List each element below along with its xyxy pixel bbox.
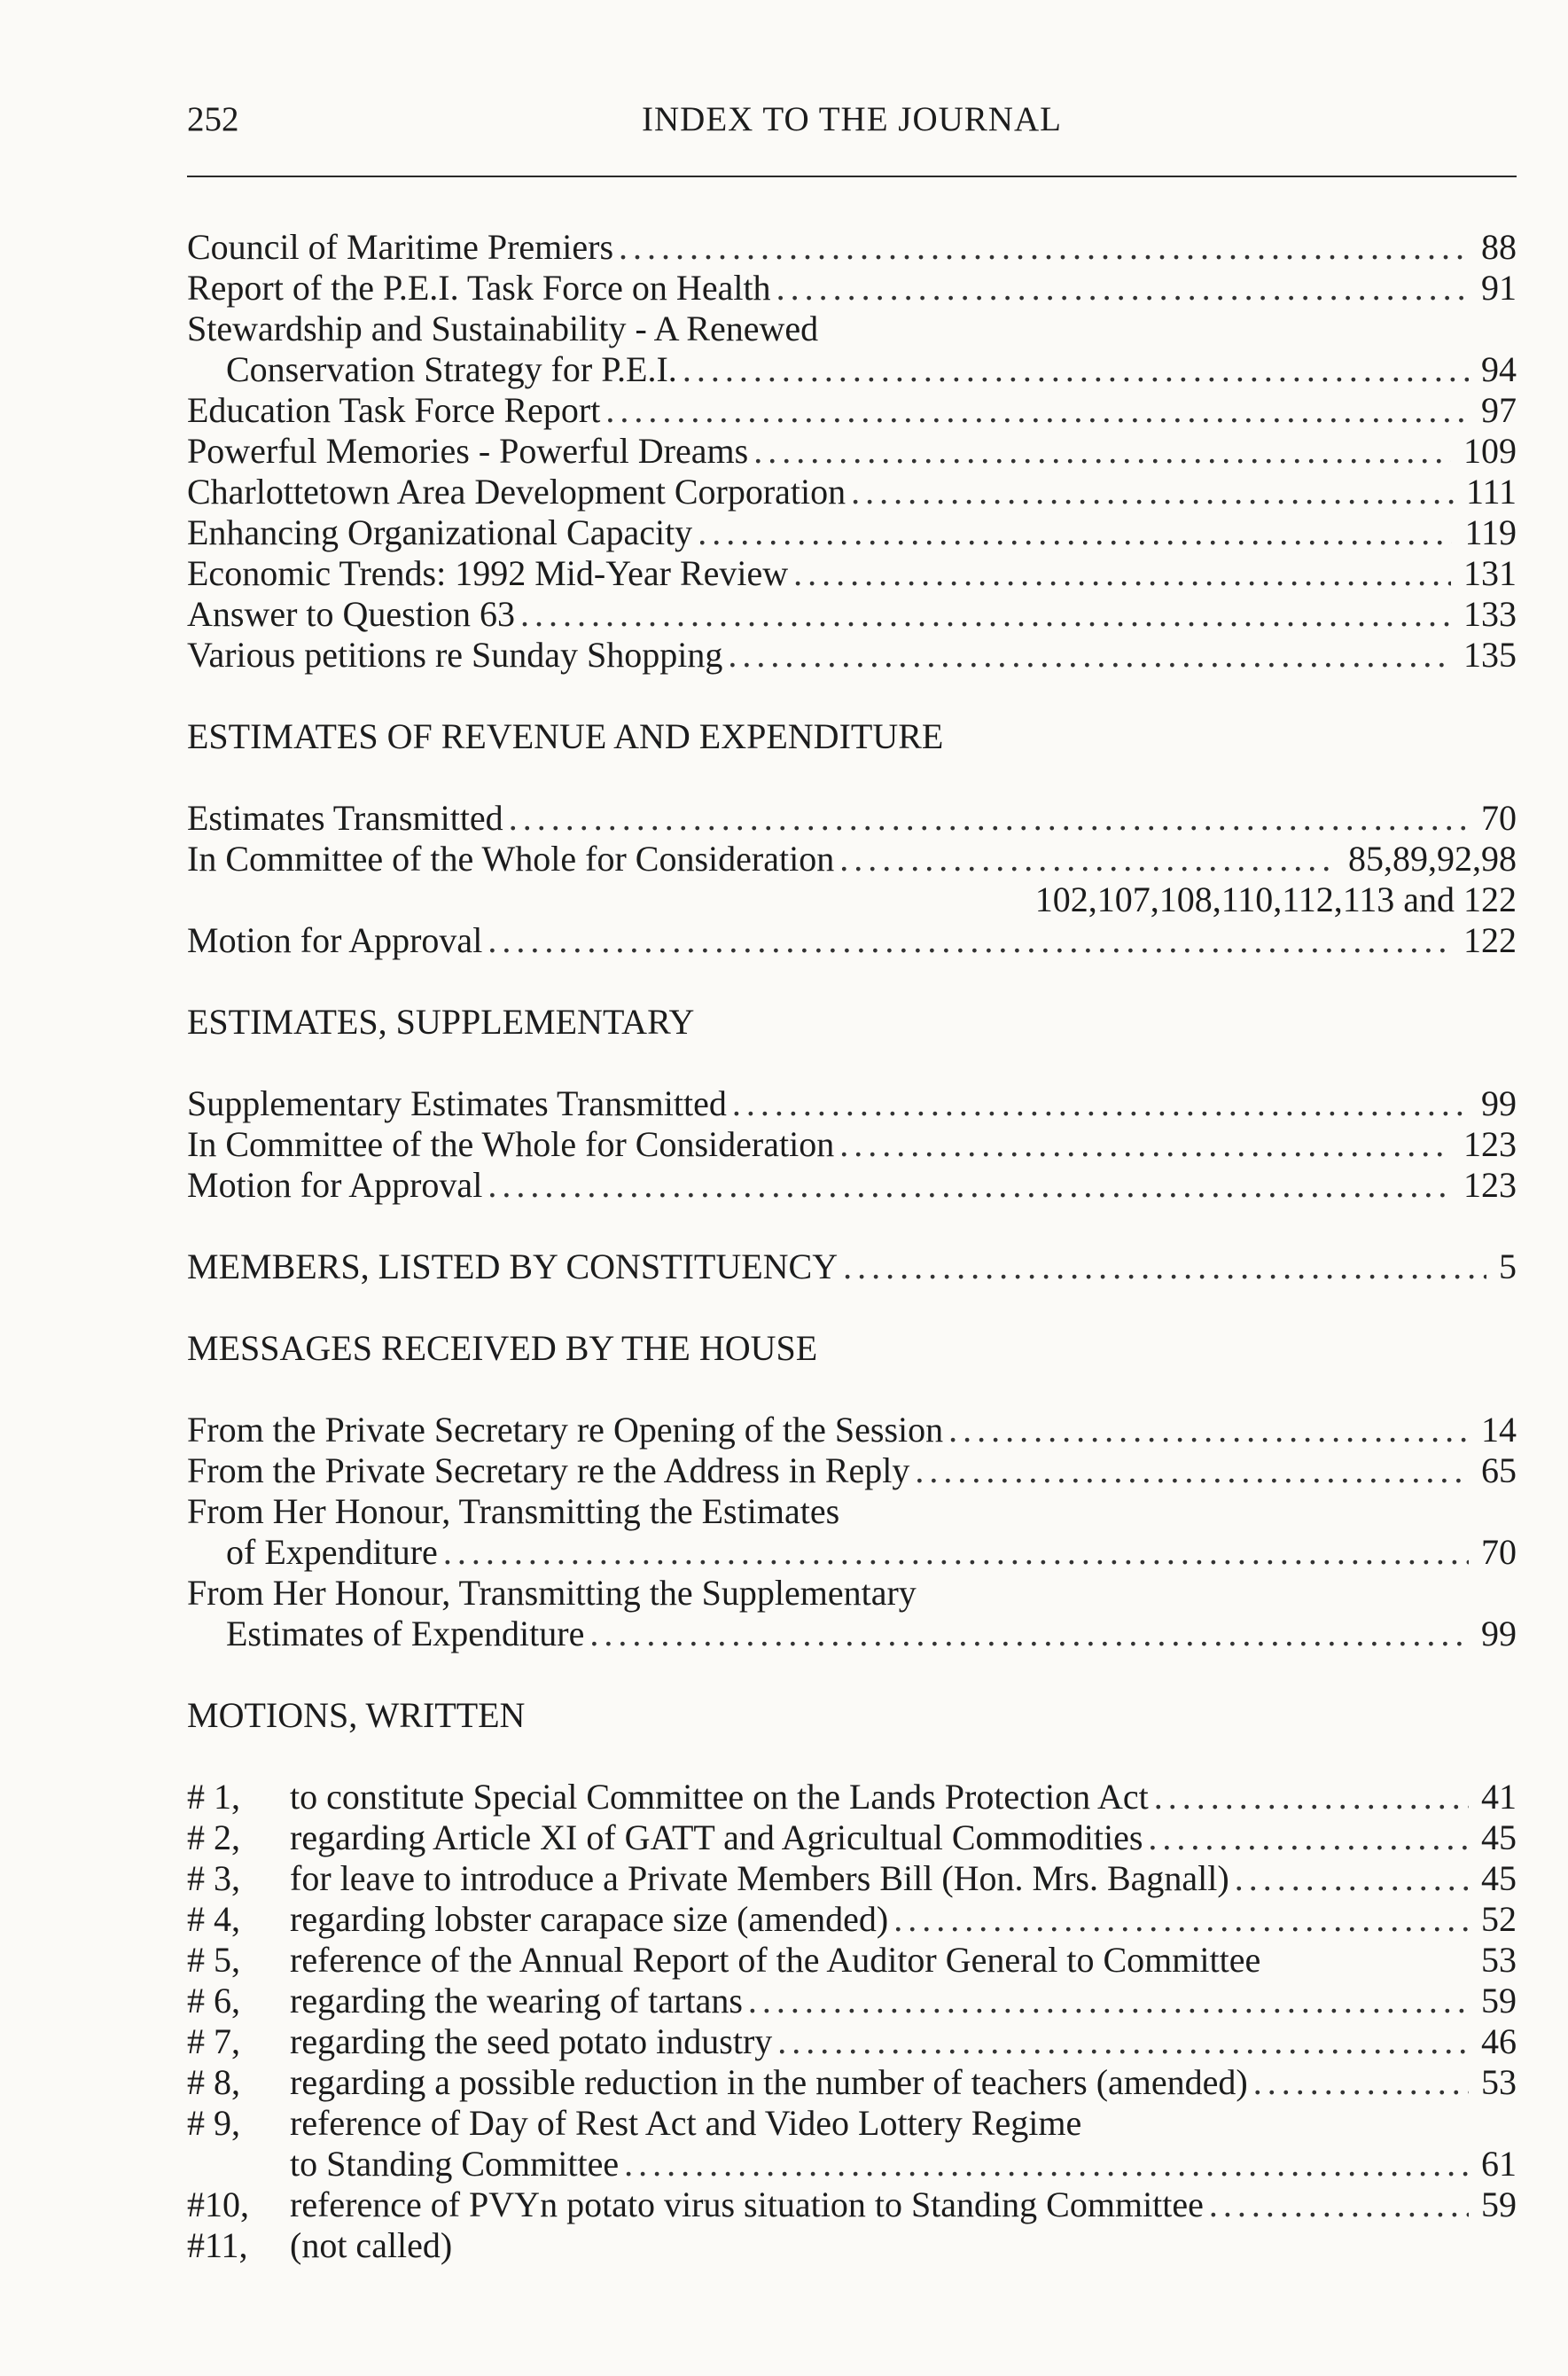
index-entry: Charlottetown Area Development Corporation ..... 111 bbox=[187, 472, 1517, 512]
index-entry: Report of the P.E.I. Task Force on Health ..... 91 bbox=[187, 268, 1517, 309]
index-entry: Supplementary Estimates Transmitted ..... 99 bbox=[187, 1083, 1517, 1124]
motion-entry: # 7, regarding the seed potato industry ..... 46 bbox=[187, 2021, 1517, 2062]
index-entry: From the Private Secretary re the Address in Reply ..... 65 bbox=[187, 1450, 1517, 1491]
motion-entry: #11, (not called) bbox=[187, 2225, 453, 2265]
index-entry-line1: From Her Honour, Transmitting the Estimates bbox=[187, 1491, 840, 1531]
index-entry-line1: Stewardship and Sustainability - A Renewed bbox=[187, 309, 819, 348]
index-entry: Powerful Memories - Powerful Dreams ..... 109 bbox=[187, 431, 1517, 472]
index-entry: of Expenditure ..... 70 bbox=[187, 1532, 1517, 1573]
index-entry: Motion for Approval ..... 123 bbox=[187, 1165, 1517, 1206]
motion-entry-line1: # 9, reference of Day of Rest Act and Video Lottery Regime bbox=[187, 2103, 1082, 2143]
index-entry: Estimates of Expenditure ..... 99 bbox=[187, 1614, 1517, 1654]
index-entry: Enhancing Organizational Capacity ..... 119 bbox=[187, 512, 1517, 553]
motion-entry: # 5, reference of the Annual Report of the Auditor General to Committee 53 bbox=[187, 1940, 1517, 1980]
index-entry: Motion for Approval ..... 122 bbox=[187, 920, 1517, 961]
index-entry: Council of Maritime Premiers ..... 88 bbox=[187, 227, 1517, 268]
motion-entry: # 4, regarding lobster carapace size (amended) ..... 52 bbox=[187, 1899, 1517, 1940]
index-entry: Economic Trends: 1992 Mid-Year Review ..... 131 bbox=[187, 553, 1517, 594]
motion-entry: #10, reference of PVYn potato virus situation to Standing Committee ..... 59 bbox=[187, 2185, 1517, 2225]
motion-entry: # 3, for leave to introduce a Private Members Bill (Hon. Mrs. Bagnall) ..... 45 bbox=[187, 1858, 1517, 1899]
running-title: INDEX TO THE JOURNAL bbox=[642, 100, 1062, 138]
index-entry: Education Task Force Report ..... 97 bbox=[187, 390, 1517, 431]
motion-entry: # 8, regarding a possible reduction in the number of teachers (amended) ..... 53 bbox=[187, 2062, 1517, 2103]
index-content bbox=[187, 227, 1517, 2266]
index-entry: Conservation Strategy for P.E.I. ..... 94 bbox=[187, 349, 1517, 390]
index-entry: Estimates Transmitted ..... 70 bbox=[187, 798, 1517, 839]
section-heading-estimates: ESTIMATES OF REVENUE AND EXPENDITURE bbox=[187, 716, 944, 756]
index-entry: From the Private Secretary re Opening of the Session ..... 14 bbox=[187, 1410, 1517, 1450]
page-number: 252 bbox=[187, 100, 239, 138]
section-heading-messages: MESSAGES RECEIVED BY THE HOUSE bbox=[187, 1328, 818, 1368]
index-entry: Answer to Question 63 ..... 133 bbox=[187, 594, 1517, 635]
motion-entry: # 1, to constitute Special Committee on the Lands Protection Act ..... 41 bbox=[187, 1777, 1517, 1817]
page-header bbox=[187, 99, 1517, 152]
index-entry-line1: From Her Honour, Transmitting the Supplementary bbox=[187, 1573, 917, 1613]
section-heading-members: MEMBERS, LISTED BY CONSTITUENCY ..... 5 bbox=[187, 1247, 1517, 1287]
index-entry: Various petitions re Sunday Shopping ..... 135 bbox=[187, 635, 1517, 676]
motion-entry: # 6, regarding the wearing of tartans ..... 59 bbox=[187, 1981, 1517, 2021]
section-heading-motions: MOTIONS, WRITTEN bbox=[187, 1695, 526, 1735]
page-list-continuation: 102,107,108,110,112,113 and 122 bbox=[1034, 879, 1517, 919]
index-entry: In Committee of the Whole for Consideration ..... 123 bbox=[187, 1124, 1517, 1165]
motion-entry: # 2, regarding Article XI of GATT and Agricultual Commodities ..... 45 bbox=[187, 1817, 1517, 1858]
reports-list bbox=[187, 227, 1517, 676]
index-entry: In Committee of the Whole for Consideration ..... 85,89,92,98 bbox=[187, 839, 1517, 879]
section-heading-supplementary: ESTIMATES, SUPPLEMENTARY bbox=[187, 1002, 695, 1042]
header-rule bbox=[187, 176, 1517, 177]
motion-entry: to Standing Committee ..... 61 bbox=[187, 2144, 1517, 2185]
